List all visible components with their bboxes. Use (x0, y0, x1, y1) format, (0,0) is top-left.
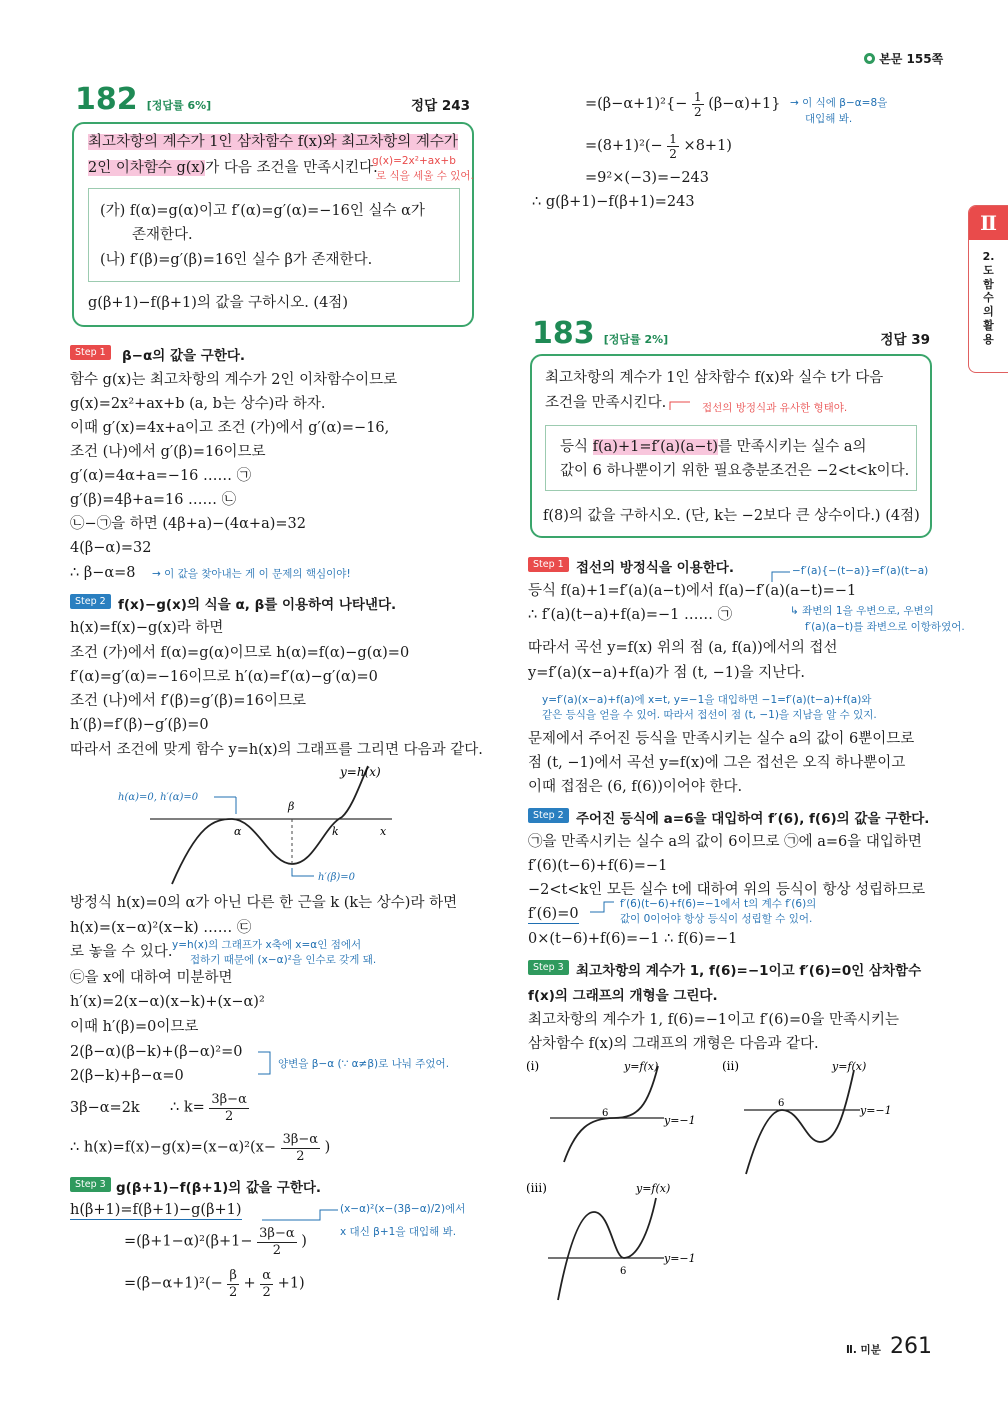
k-expression: ∴ k= $\frac{3\beta-\alpha}{2}$ (170, 1092, 247, 1124)
solution-line: =(β+1−α)²(β+1− $\frac{3\beta-\alpha}{2}$ ) (124, 1226, 307, 1258)
page-number: 261 (890, 1334, 932, 1359)
six-label: 6 (602, 1108, 609, 1119)
solution-line: 방정식 h(x)=0의 α가 아닌 다른 한 근을 k (k는 상수)라 하면 (70, 895, 458, 911)
step-tag: Step 1 (528, 557, 569, 572)
hline-label: y=−1 (664, 1252, 696, 1265)
problem-182-header (75, 82, 470, 118)
solution-line: 조건 (가)에서 f(α)=g(α)이므로 h(α)=f(α)−g(α)=0 (70, 645, 410, 661)
annotation: 접하기 때문에 (x−α)²을 인수로 갖게 돼. (190, 954, 377, 966)
annotation: y=h(x)의 그래프가 x축에 x=α인 점에서 (172, 939, 362, 951)
annotation: f′(6)(t−6)+f(6)=−1에서 t의 계수 f′(6)의 (620, 898, 817, 910)
solution-line: g′(α)=4α+a=−16 …… ㉠ (70, 468, 252, 484)
step-tag: Step 2 (528, 808, 569, 823)
annotation: 접선의 방정식과 유사한 형태야. (702, 402, 848, 414)
step-title: β−α의 값을 구한다. (122, 348, 246, 364)
h-expression: ∴ h(x)=f(x)−g(x)=(x−α)²(x− $\frac{3\beta-\alpha}{2}$ ) (70, 1132, 331, 1164)
statement-line: 최고차항의 계수가 1인 삼차함수 f(x)와 실수 t가 다음 (545, 370, 884, 386)
solution-line: 이때 g′(x)=4x+a이고 조건 (가)에서 g′(α)=−16, (70, 420, 390, 436)
page-reference (864, 50, 943, 67)
solution-line: 조건 (나)에서 f′(β)=g′(β)=16이므로 (70, 693, 306, 709)
step-tag: Step 1 (70, 345, 111, 360)
solution-line: f′(6)(t−6)+f(6)=−1 (528, 858, 668, 874)
solution-line: g(x)=2x²+ax+b (a, b는 상수)라 하자. (70, 396, 326, 412)
hline-label: y=−1 (664, 1114, 696, 1127)
bottom-note: h′(β)=0 (318, 872, 356, 883)
annotation: 로 식을 세울 수 있어. (376, 170, 474, 182)
solution-line: h(β+1)=f(β+1)−g(β+1) (70, 1202, 242, 1220)
chapter-label: 2.도함수의활용 (982, 250, 995, 346)
chapter-side-tab (968, 205, 1008, 373)
arrow-icon: → (152, 568, 165, 580)
correct-rate: [정답률 2%] (603, 333, 669, 346)
solution-line: h′(x)=2(x−α)(x−k)+(x−α)² (70, 994, 265, 1010)
arrow-icon: ↳ (790, 605, 803, 617)
question: f(8)의 값을 구하시오. (단, k는 −2보다 큰 상수이다.) (4점) (543, 508, 920, 524)
solution-line: 조건 (나)에서 g′(β)=16이므로 (70, 444, 266, 460)
solution-line: g′(β)=4β+a=16 …… ㉡ (70, 492, 237, 508)
k-label: k (332, 825, 339, 838)
solution-line: 로 놓을 수 있다. (70, 944, 173, 960)
solution-line: 함수 g(x)는 최고차항의 계수가 2인 이차함수이므로 (70, 372, 398, 388)
fraction: $\frac{\beta}{2}$ (229, 1268, 238, 1300)
solution-line: =(8+1)²(− $\frac{1}{2}$ ×8+1) (585, 132, 732, 162)
solution-line: 따라서 조건에 맞게 함수 y=h(x)의 그래프를 그리면 다음과 같다. (70, 742, 483, 758)
solution-line: f′(6)=0 (528, 906, 579, 924)
answer-label: 정답 243 (411, 98, 470, 114)
solution-line: −2<t<k인 모든 실수 t에 대하여 위의 등식이 항상 성립하므로 (528, 882, 926, 898)
case-label: (ii) (722, 1059, 740, 1073)
statement-line: 최고차항의 계수가 1인 삼차함수 f(x)와 최고차항의 계수가 (88, 134, 458, 150)
connector (668, 396, 694, 414)
fraction: $\frac{3\beta-\alpha}{2}$ (282, 1132, 319, 1164)
solution-line: 이때 h′(β)=0이므로 (70, 1019, 199, 1035)
annotation: x 대신 β+1을 대입해 봐. (340, 1226, 457, 1238)
condition-line: 값이 6 하나뿐이기 위한 필요충분조건은 −2<t<k이다. (560, 463, 910, 479)
annotation: 같은 등식을 얻을 수 있어. 따라서 접선이 점 (t, −1)을 지남을 알 수 있지. (542, 709, 877, 721)
solution-line: 4(β−α)=32 (70, 540, 152, 556)
solution-line: ㉢을 x에 대하여 미분하면 (70, 970, 233, 986)
solution-line: h′(β)=f′(β)−g′(β)=0 (70, 717, 209, 733)
step-title: f(x)−g(x)의 식을 α, β를 이용하여 나타낸다. (118, 597, 397, 613)
curve-label: y=h(x) (340, 765, 381, 779)
conditions-box (545, 425, 917, 491)
solution-line: f′(α)=g′(α)=−16이므로 h′(α)=f′(α)−g′(α)=0 (70, 669, 378, 685)
solution-line: 3β−α=2k (70, 1100, 140, 1116)
solution-line: y=f′(a)(x−a)+f(a)가 점 (t, −1)을 지난다. (528, 665, 805, 681)
f-curve (746, 1070, 854, 1174)
annotation: ↳ 좌변의 1을 우변으로, 우변의 (790, 605, 934, 617)
hline-label: y=−1 (860, 1104, 892, 1117)
case-label: (i) (526, 1059, 540, 1073)
left-note: h(α)=0, h′(α)=0 (118, 792, 199, 803)
fraction: $\frac{\alpha}{2}$ (262, 1268, 272, 1300)
f-curve (564, 1066, 658, 1162)
solution-line: =(β−α+1)²(− $\frac{\beta}{2}$ + $\frac{\alpha}{2}$ +1) (124, 1268, 305, 1300)
annotation: 대입해 봐. (805, 113, 853, 125)
annotation: −f′(a){−(t−a)}=f′(a)(t−a) (792, 565, 929, 577)
solution-line: h(x)=f(x)−g(x)라 하면 (70, 620, 224, 636)
connector (770, 564, 792, 584)
alpha-label: α (234, 825, 242, 838)
problem-183-header (532, 316, 930, 352)
solution-line: h(x)=(x−α)²(x−k) …… ㉢ (70, 920, 252, 936)
solution-line: 최고차항의 계수가 1, f(6)=−1이고 f′(6)=0을 만족시키는 (528, 1012, 899, 1028)
condition-1-cont: 존재한다. (132, 227, 193, 243)
six-label: 6 (620, 1266, 627, 1277)
solution-line: ∴ f′(a)(t−a)+f(a)=−1 …… ㉠ (528, 607, 733, 623)
annotation: f′(a)(a−t)를 좌변으로 이항하였어. (805, 621, 965, 633)
beta-label: β (288, 800, 295, 813)
curve-label: y=f(x) (636, 1182, 671, 1195)
correct-rate: [정답률 6%] (146, 99, 212, 112)
step-tag: Step 3 (528, 960, 569, 975)
solution-line: ∴ β−α=8 (70, 565, 136, 581)
solution-line: =(β−α+1)²{− $\frac{1}{2}$ (β−α)+1} (585, 90, 781, 120)
condition-2: (나) f′(β)=g′(β)=16인 실수 β가 존재한다. (100, 252, 373, 268)
solution-line: 등식 f(a)+1=f′(a)(a−t)에서 f(a)−f′(a)(a−t)=−1 (528, 583, 857, 599)
step-title: g(β+1)−f(β+1)의 값을 구한다. (116, 1180, 322, 1196)
connector (262, 1206, 342, 1230)
fraction: $\frac{3\beta-\alpha}{2}$ (211, 1092, 247, 1124)
solution-line: 따라서 곡선 y=f(x) 위의 점 (a, f(a))에서의 접선 (528, 640, 838, 656)
step-title-cont: f(x)의 그래프의 개형을 그린다. (528, 988, 718, 1004)
curve-label: y=f(x) (624, 1060, 659, 1073)
fraction: $\frac{3\beta-\alpha}{2}$ (259, 1226, 295, 1258)
step-tag: Step 3 (70, 1177, 111, 1192)
graph-case-ii (720, 1056, 920, 1180)
f-curve (558, 1198, 656, 1300)
fraction: $\frac{1}{2}$ (669, 132, 677, 162)
solution-line: 2(β−α)(β−k)+(β−α)²=0 (70, 1044, 243, 1060)
annotation: → 이 식에 β−α=8을 (790, 97, 888, 109)
six-label: 6 (778, 1098, 785, 1109)
arrow-icon: → (790, 97, 803, 109)
graph-case-iii (524, 1178, 724, 1310)
step-title: 주어진 등식에 a=6을 대입하여 f′(6), f(6)의 값을 구한다. (576, 811, 930, 827)
bracket (258, 1048, 278, 1078)
curve-label: y=f(x) (832, 1060, 867, 1073)
annotation: 값이 0이어야 항상 등식이 성립할 수 있어. (620, 913, 813, 925)
chapter-roman: Ⅱ (969, 206, 1008, 240)
solution-line: 0×(t−6)+f(6)=−1 ∴ f(6)=−1 (528, 931, 738, 947)
circle-icon (864, 53, 875, 64)
annotation: g(x)=2x²+ax+b (372, 155, 456, 167)
answer-label: 정답 39 (880, 332, 930, 348)
annotation: y=f′(a)(x−a)+f(a)에 x=t, y=−1을 대입하면 −1=f′(a)(t−a)+f(a)와 (542, 694, 872, 706)
footer-section: Ⅱ. 미분 (846, 1344, 881, 1356)
solution-line: 이때 접점은 (6, f(6))이어야 한다. (528, 779, 743, 795)
page-reference-text: 본문 155쪽 (879, 52, 944, 66)
fraction: $\frac{1}{2}$ (693, 90, 702, 120)
solution-line: 삼차함수 f(x)의 그래프의 개형은 다음과 같다. (528, 1036, 819, 1052)
step-title: 접선의 방정식을 이용한다. (576, 560, 734, 576)
annotation: → 이 값을 찾아내는 게 이 문제의 핵심이야! (152, 568, 351, 580)
solution-line: ∴ g(β+1)−f(β+1)=243 (532, 194, 695, 210)
x-label: x (380, 825, 387, 838)
graph-case-i (524, 1056, 714, 1166)
solution-line: =9²×(−3)=−243 (585, 170, 710, 186)
problem-number: 182 (75, 82, 138, 117)
solution-line: 2(β−k)+β−α=0 (70, 1068, 184, 1084)
solution-line: ㉡−㉠을 하면 (4β+a)−(4α+a)=32 (70, 516, 306, 532)
solution-line: ㉠을 만족시키는 실수 a의 값이 6이므로 ㉠에 a=6을 대입하면 (528, 834, 922, 850)
graph-h (110, 762, 410, 890)
connector (588, 898, 616, 918)
question: g(β+1)−f(β+1)의 값을 구하시오. (4점) (88, 295, 348, 311)
step-tag: Step 2 (70, 594, 111, 609)
statement-line: 조건을 만족시킨다. (545, 395, 667, 411)
step-title: 최고차항의 계수가 1, f(6)=−1이고 f′(6)=0인 삼차함수 (576, 963, 922, 979)
statement-line: 2인 이차함수 g(x)가 다음 조건을 만족시킨다. (88, 160, 378, 176)
problem-number: 183 (532, 316, 595, 351)
solution-line: 점 (t, −1)에서 곡선 y=f(x)에 그은 접선은 오직 하나뿐이고 (528, 755, 906, 771)
condition-1: (가) f(α)=g(α)이고 f′(α)=g′(α)=−16인 실수 α가 (100, 203, 425, 219)
annotation: 양변을 β−α (∵ α≠β)로 나눠 주었어. (278, 1058, 450, 1070)
bottom-connector (292, 868, 314, 876)
solution-line: 문제에서 주어진 등식을 만족시키는 실수 a의 값이 6뿐이므로 (528, 731, 915, 747)
condition-line: 등식 f(a)+1=f′(a)(a−t)를 만족시키는 실수 a의 (560, 439, 867, 455)
annotation: (x−α)²(x−(3β−α)/2)에서 (340, 1203, 466, 1215)
case-label: (iii) (526, 1181, 547, 1195)
